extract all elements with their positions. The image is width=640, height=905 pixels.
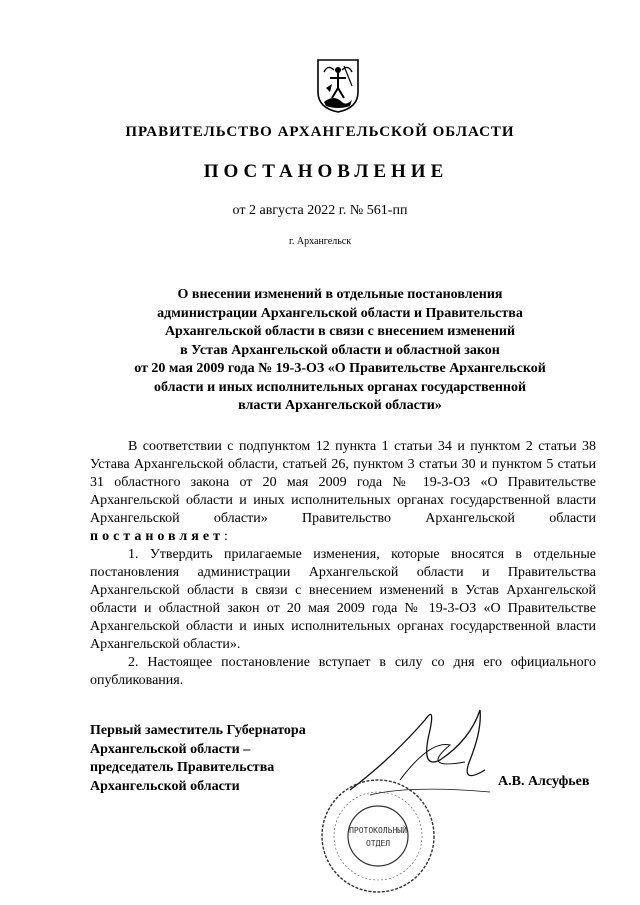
position-line: Первый заместитель Губернатора [90,723,306,738]
resolves-word: постановляет [90,529,224,544]
resolves-colon: : [223,529,228,544]
position-line: председатель Правительства [90,760,275,775]
date-and-number: от 2 августа 2022 г. № 561-пп [232,203,408,218]
stamp-center-line-2: ОТДЕЛ [365,839,391,848]
document-title [90,286,590,416]
title-line: администрации Архангельской области и Правительства [157,305,523,321]
item-2-paragraph: 2. Настоящее постановление вступает в силу со дня его официального опубликования. [90,655,596,688]
document-body [90,438,596,690]
preamble-paragraph [90,438,596,546]
preamble-text: В соответствии с подпунктом 12 пункта 1 статьи 34 и пунктом 2 статьи 38 Устава Архангельской области, статьей 26, пунктом 3 статьи 30 и пунктом 5 статьи 31 областного закона от 20 мая 2009 года № 19-3-ОЗ «О Правительстве Архангельской области и иных исполнительных органах государственной власти Архангельской области» Правительство Архангельской области [90,439,596,526]
title-line: власти Архангельской области» [238,398,442,413]
title-line: области и иных исполнительных органах государственной [153,379,527,395]
position-line: Архангельской области [90,778,240,794]
title-line: от 20 мая 2009 года № 19-3-ОЗ «О Правительстве Архангельской [134,361,546,376]
organization-name: ПРАВИТЕЛЬСТВО АРХАНГЕЛЬСКОЙ ОБЛАСТИ [125,124,515,140]
document-type: ПОСТАНОВЛЕНИЕ [203,161,449,182]
signatory-name: А.В. Алсуфьев [498,774,590,789]
title-line: в Устав Архангельской области и областной закон [180,342,500,358]
coat-of-arms-emblem [316,58,360,114]
city-name: г. Архангельск [288,236,352,247]
title-line: О внесении изменений в отдельные постановления [177,287,503,302]
stamp-center-line-1: ПРОТОКОЛЬНЫЙ [349,826,407,835]
position-line: Архангельской области – [90,741,251,757]
title-line: Архангельской области в связи с внесением изменений [164,324,516,339]
item-1-paragraph: 1. Утвердить прилагаемые изменения, которые вносятся в отдельные постановления администрации Архангельской области и Правительства Архангельской области в связи с внесением изменений в Устав Архангельской области и областной закон от 20 мая 2009 года № 19-3-ОЗ «О Правительстве Архангельской области и иных исполнительных органах государственной власти Архангельской области». [90,547,596,652]
official-round-stamp [318,776,438,896]
signatory-position [90,722,306,796]
